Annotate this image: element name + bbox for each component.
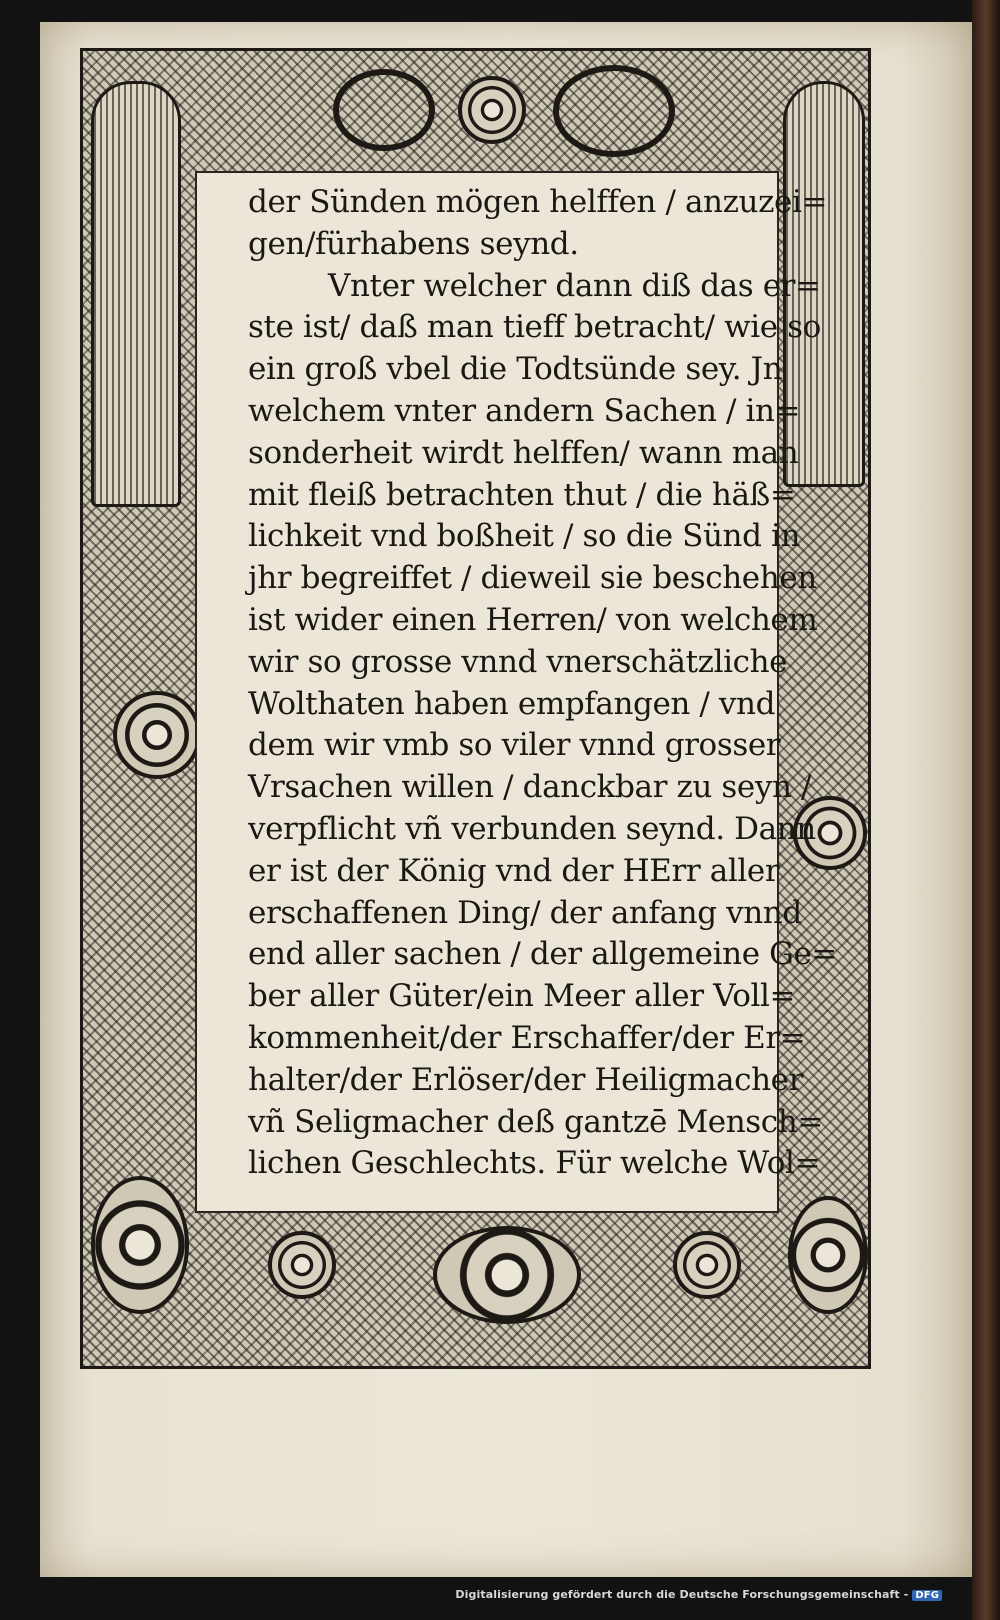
text-line: ste ist/ daß man tieff betracht/ wie so — [248, 309, 821, 346]
text-line: ber aller Güter/ein Meer aller Voll= — [248, 978, 796, 1015]
book-spine — [972, 0, 1000, 1620]
text-line: verpflicht vñ verbunden seynd. Dann — [248, 810, 816, 847]
credit-text: Digitalisierung gefördert durch die Deutsche Forschungsgemeinschaft - — [455, 1588, 909, 1601]
text-line: ist wider einen Herren/ von welchem — [248, 601, 818, 638]
text-line: er ist der König vnd der HErr aller — [248, 852, 780, 889]
text-line: jhr begreiffet / dieweil sie beschehen — [248, 560, 817, 597]
text-line: welchem vnter andern Sachen / in= — [248, 392, 801, 429]
text-line: dem wir vmb so viler vnnd grosser — [248, 727, 781, 764]
rosette-ornament — [268, 1231, 336, 1299]
text-line: Vrsachen willen / danckbar zu seyn / — [248, 769, 812, 806]
text-line: kommenheit/der Erschaffer/der Er= — [248, 1019, 806, 1056]
text-line: wir so grosse vnnd vnerschätzliche — [248, 643, 788, 680]
rosette-ornament — [91, 1176, 189, 1314]
rosette-ornament — [433, 1226, 581, 1324]
text-line: sonderheit wirdt helffen/ wann man — [248, 434, 799, 471]
text-line: der Sünden mögen helffen / anzuzei= — [248, 184, 828, 220]
page-text — [248, 182, 837, 1185]
dfg-logo: DFG — [912, 1590, 942, 1601]
text-line: erschaffenen Ding/ der anfang vnnd — [248, 894, 802, 931]
rosette-ornament — [788, 1196, 868, 1314]
rosette-ornament — [113, 691, 201, 779]
scroll-ornament — [333, 69, 435, 151]
text-line: lichkeit vnd boßheit / so die Sünd in — [248, 518, 801, 555]
saint-figure-left — [91, 81, 181, 507]
text-line: mit fleiß betrachten thut / die häß= — [248, 476, 796, 513]
text-line: Wolthaten haben empfangen / vnd — [248, 685, 776, 722]
scroll-ornament — [553, 65, 675, 157]
digitization-credit — [455, 1588, 942, 1601]
text-line: gen/fürhabens seynd. — [248, 225, 579, 262]
text-line: halter/der Erlöser/der Heiligmacher — [248, 1061, 804, 1098]
text-line: ein groß vbel die Todtsünde sey. Jn — [248, 351, 783, 388]
text-line: end aller sachen / der allgemeine Ge= — [248, 936, 837, 973]
text-line: vñ Seligmacher deß gantzē Mensch= — [248, 1103, 823, 1140]
rosette-ornament — [673, 1231, 741, 1299]
rosette-ornament — [458, 76, 526, 144]
text-line: Vnter welcher dann diß das er= — [328, 267, 821, 304]
text-line: lichen Geschlechts. Für welche Wol= — [248, 1145, 821, 1182]
